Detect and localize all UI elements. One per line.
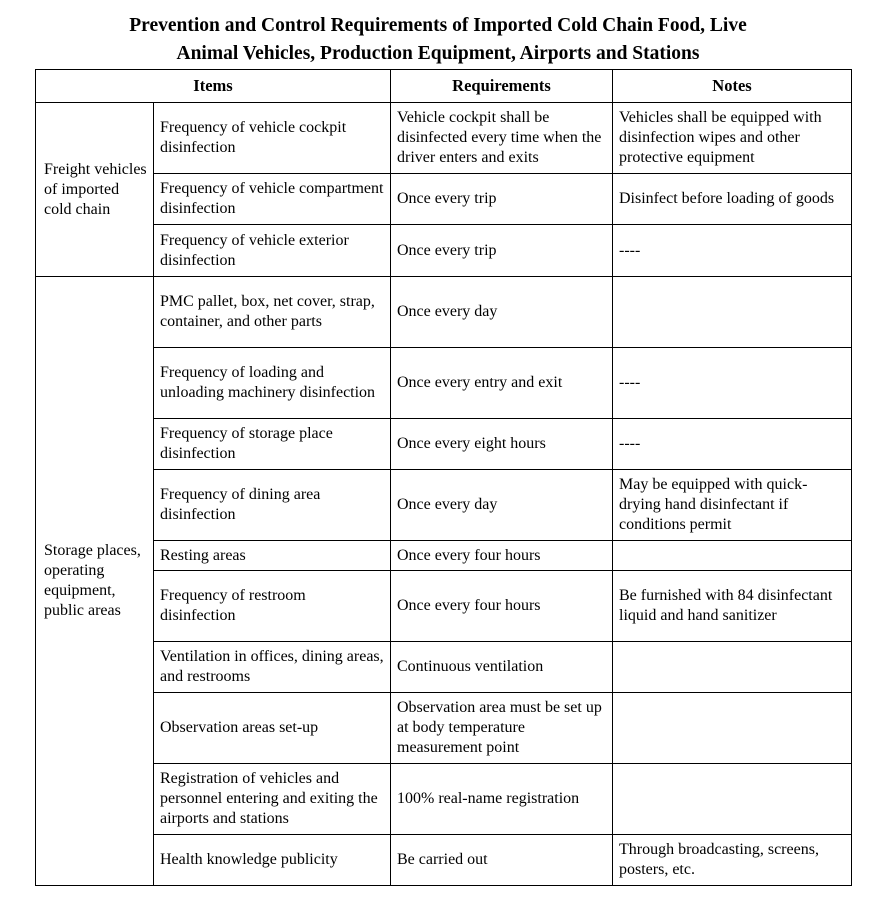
header-requirements: Requirements — [391, 70, 613, 103]
note-cell — [613, 277, 852, 348]
table-row — [36, 225, 852, 277]
table-row — [36, 470, 852, 541]
table-row — [36, 103, 852, 174]
note-cell: Disinfect before loading of goods — [613, 174, 852, 225]
note-cell: ---- — [613, 419, 852, 470]
requirement-cell: Be carried out — [391, 835, 613, 886]
item-cell: Frequency of storage place disinfection — [154, 419, 391, 470]
item-cell: Observation areas set-up — [154, 693, 391, 764]
note-cell: Be furnished with 84 disinfectant liquid and hand sanitizer — [613, 571, 852, 642]
header-row — [36, 70, 852, 103]
item-cell: Frequency of loading and unloading machinery disinfection — [154, 348, 391, 419]
requirement-cell: Once every four hours — [391, 541, 613, 571]
item-cell: Resting areas — [154, 541, 391, 571]
item-cell: Frequency of restroom disinfection — [154, 571, 391, 642]
table-row — [36, 764, 852, 835]
table-row — [36, 835, 852, 886]
requirement-cell: Once every day — [391, 277, 613, 348]
requirement-cell: Once every trip — [391, 225, 613, 277]
table-row — [36, 174, 852, 225]
title-line-1: Prevention and Control Requirements of Imported Cold Chain Food, Live — [129, 15, 747, 36]
table-row — [36, 571, 852, 642]
table-row — [36, 348, 852, 419]
requirement-cell: Once every entry and exit — [391, 348, 613, 419]
requirement-cell: Once every four hours — [391, 571, 613, 642]
document-title — [0, 12, 876, 68]
requirement-cell: Once every day — [391, 470, 613, 541]
table-row — [36, 693, 852, 764]
note-cell: May be equipped with quick-drying hand disinfectant if conditions permit — [613, 470, 852, 541]
note-cell — [613, 693, 852, 764]
table-row — [36, 541, 852, 571]
note-cell — [613, 642, 852, 693]
requirement-cell: Continuous ventilation — [391, 642, 613, 693]
item-cell: Registration of vehicles and personnel entering and exiting the airports and stations — [154, 764, 391, 835]
note-cell: Vehicles shall be equipped with disinfection wipes and other protective equipment — [613, 103, 852, 174]
note-cell: Through broadcasting, screens, posters, etc. — [613, 835, 852, 886]
item-cell: PMC pallet, box, net cover, strap, container, and other parts — [154, 277, 391, 348]
requirement-cell: Vehicle cockpit shall be disinfected every time when the driver enters and exits — [391, 103, 613, 174]
note-cell — [613, 541, 852, 571]
title-line-2: Animal Vehicles, Production Equipment, Airports and Stations — [176, 43, 700, 64]
requirement-cell: 100% real-name registration — [391, 764, 613, 835]
requirement-cell: Once every trip — [391, 174, 613, 225]
requirements-table — [35, 69, 852, 886]
table-row — [36, 277, 852, 348]
item-cell: Frequency of vehicle compartment disinfection — [154, 174, 391, 225]
requirement-cell: Once every eight hours — [391, 419, 613, 470]
item-cell: Frequency of vehicle exterior disinfection — [154, 225, 391, 277]
item-cell: Frequency of vehicle cockpit disinfection — [154, 103, 391, 174]
note-cell: ---- — [613, 225, 852, 277]
note-cell: ---- — [613, 348, 852, 419]
item-cell: Health knowledge publicity — [154, 835, 391, 886]
table-row — [36, 642, 852, 693]
item-cell: Ventilation in offices, dining areas, and restrooms — [154, 642, 391, 693]
group-label: Freight vehicles of imported cold chain — [36, 103, 154, 277]
table-row — [36, 419, 852, 470]
item-cell: Frequency of dining area disinfection — [154, 470, 391, 541]
header-notes: Notes — [613, 70, 852, 103]
group-label: Storage places, operating equipment, public areas — [36, 277, 154, 886]
header-items: Items — [36, 70, 391, 103]
requirement-cell: Observation area must be set up at body temperature measurement point — [391, 693, 613, 764]
note-cell — [613, 764, 852, 835]
